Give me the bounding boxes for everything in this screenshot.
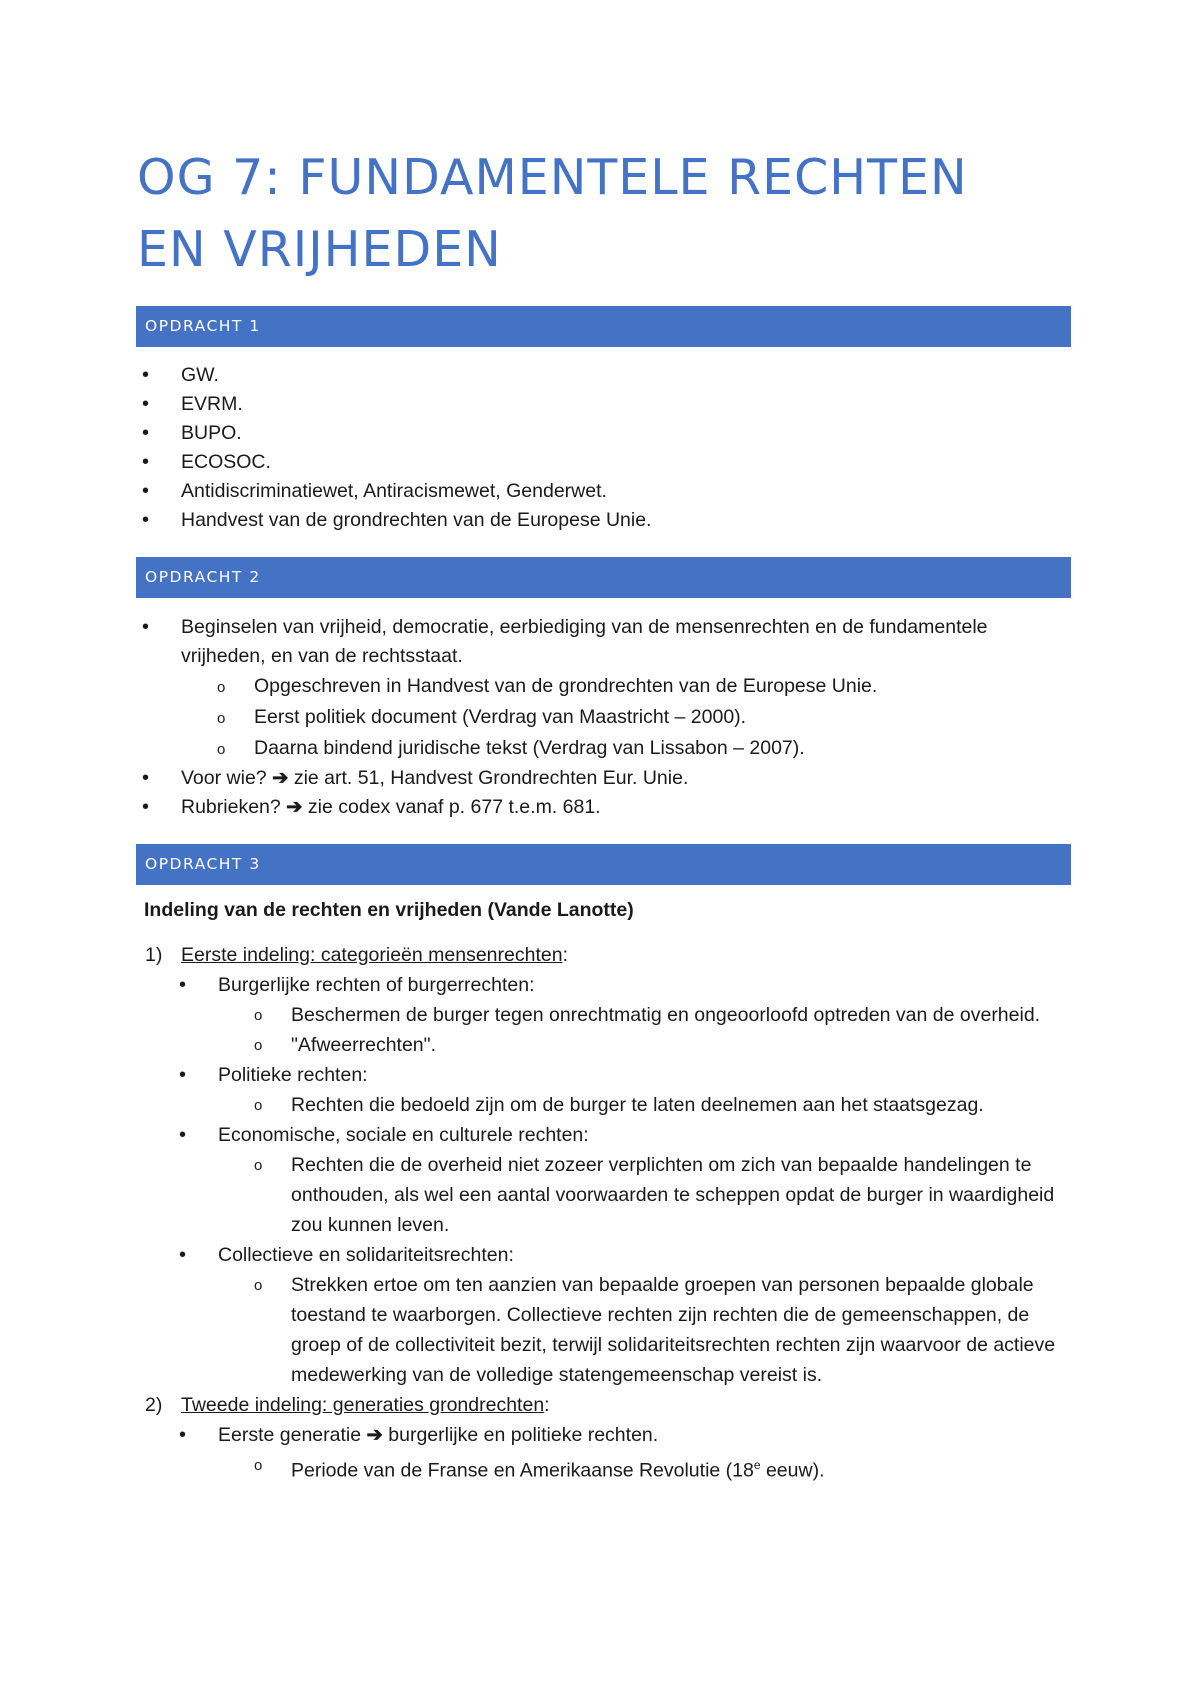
list-item-text: Rubrieken? [181, 796, 287, 818]
list-item [137, 793, 1072, 822]
sub-list-item: o Rechten die de overheid niet zozeer verplichten om zich van bepaalde handelingen te onthouden, als wel een aantal voorwaarden te scheppen opdat de burger in waardigheid zou kunnen leven. [137, 1150, 1072, 1240]
list-item-text: Beginselen van vrijheid, democratie, eerbiediging van de mensenrechten en de fundamentele vrijheden, en van de rechtsstaat. [181, 616, 988, 667]
title-line-2: EN VRIJHEDEN [137, 221, 502, 278]
arrow-right-icon: ➔ [286, 796, 303, 818]
list-item: • Antidiscriminatiewet, Antiracismewet, Genderwet. [137, 477, 1072, 506]
opdracht-1-list [137, 361, 1072, 535]
sub-list-item: o Beschermen de burger tegen onrechtmatig en ongeoorloofd optreden van de overheid. [137, 1000, 1072, 1030]
list-item-text: Periode van de Franse en Amerikaanse Revolutie (18 [291, 1459, 754, 1482]
item-colon: : [544, 1394, 550, 1416]
opdracht-2-list [137, 613, 1072, 822]
list-item-text: eeuw). [760, 1459, 825, 1482]
numbered-item-1 [137, 940, 1072, 970]
numbered-item-2 [137, 1390, 1072, 1420]
section-heading-opdracht-1: OPDRACHT 1 [136, 306, 1071, 347]
list-item: • EVRM. [137, 390, 1072, 419]
sub-list-item: o "Afweerrechten". [137, 1030, 1072, 1060]
sub-list-item: o Rechten die bedoeld zijn om de burger te laten deelnemen aan het staatsgezag. [137, 1090, 1072, 1120]
sub-list-item: o Daarna bindend juridische tekst (Verdrag van Lissabon – 2007). [137, 733, 1072, 764]
section-heading-opdracht-3: OPDRACHT 3 [136, 844, 1071, 885]
list-item: • ECOSOC. [137, 448, 1072, 477]
arrow-right-icon: ➔ [272, 767, 289, 789]
sub-list-item: o Opgeschreven in Handvest van de grondrechten van de Europese Unie. [137, 671, 1072, 702]
list-item-text: zie codex vanaf p. 677 t.e.m. 681. [302, 796, 601, 818]
title-line-1: OG 7: FUNDAMENTELE RECHTEN [137, 149, 968, 206]
list-item: • GW. [137, 361, 1072, 390]
list-item: • Politieke rechten: [137, 1060, 1072, 1090]
list-item-text: burgerlijke en politieke rechten. [382, 1424, 659, 1446]
list-item: • Burgerlijke rechten of burgerrechten: [137, 970, 1072, 1000]
list-item-text: Eerste generatie [218, 1424, 367, 1446]
sub-list-item: o Strekken ertoe om ten aanzien van bepaalde groepen van personen bepaalde globale toestand te waarborgen. Collectieve rechten zijn rechten die de gemeenschappen, de groep of de collectiviteit bezit, terwijl solidariteitsrechten rechten zijn waarvoor de actieve medewerking van de volledige statengemeenschap vereist is. [137, 1270, 1072, 1390]
list-item: • Economische, sociale en culturele rechten: [137, 1120, 1072, 1150]
list-item: • BUPO. [137, 419, 1072, 448]
item-number: 2) [145, 1394, 163, 1416]
list-item [137, 613, 1072, 671]
arrow-right-icon: ➔ [366, 1424, 383, 1446]
item-label: Eerste indeling: categorieën mensenrechten [181, 944, 563, 966]
item-label: Tweede indeling: generaties grondrechten [181, 1394, 545, 1416]
superscript: e [753, 1458, 761, 1472]
document-page [137, 142, 1072, 1486]
list-item-text: zie art. 51, Handvest Grondrechten Eur. Unie. [288, 767, 689, 789]
list-item [137, 764, 1072, 793]
page-title [137, 142, 1072, 286]
subheading: Indeling van de rechten en vrijheden (Vande Lanotte) [144, 899, 634, 921]
list-item [137, 1420, 1072, 1450]
item-colon: : [562, 944, 568, 966]
sub-list-item [137, 1450, 1072, 1486]
list-item-text: Voor wie? [181, 767, 273, 789]
section-heading-opdracht-2: OPDRACHT 2 [136, 557, 1071, 598]
list-item: • Handvest van de grondrechten van de Europese Unie. [137, 506, 1072, 535]
sub-list-item: o Eerst politiek document (Verdrag van Maastricht – 2000). [137, 702, 1072, 733]
list-item: • Collectieve en solidariteitsrechten: [137, 1240, 1072, 1270]
item-number: 1) [145, 944, 163, 966]
